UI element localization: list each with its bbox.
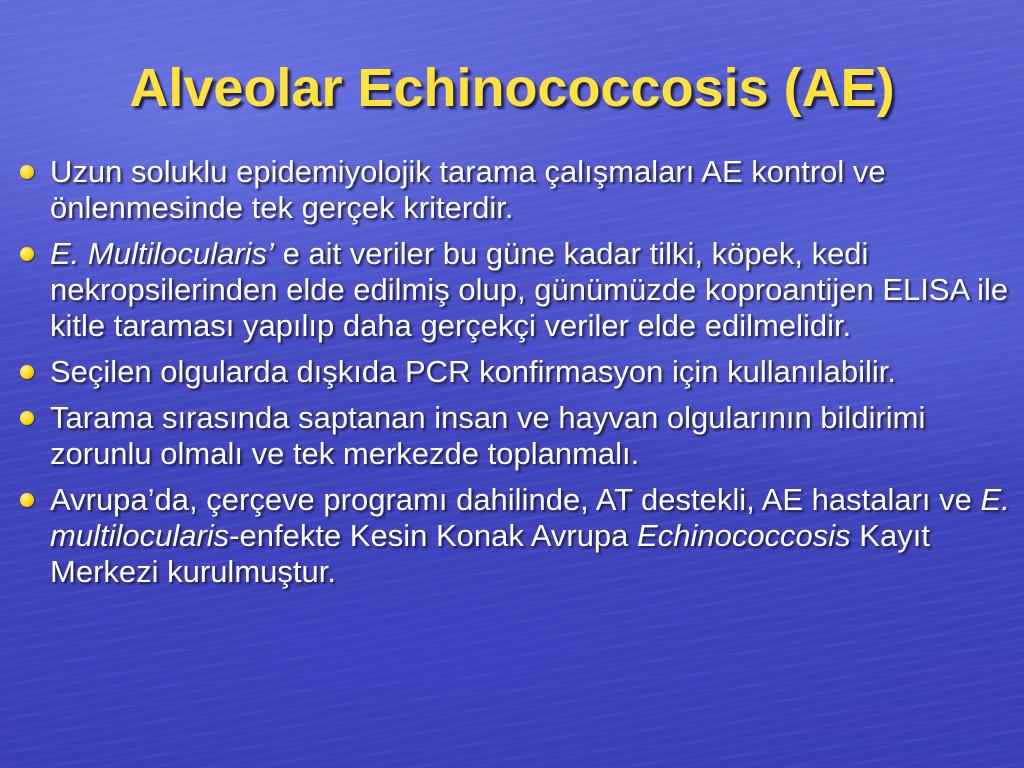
bullet-dot-icon xyxy=(20,493,34,507)
bullet-text: e ait veriler bu güne kadar tilki, köpek, kedi nekropsilerinden elde edilmiş olup, günümüzde koproantijen ELISA ile kitle taraması yapılıp daha gerçekçi veriler elde edilmelidir. xyxy=(50,236,1009,343)
bullet-italic-species: E. Multilocularis’ xyxy=(50,236,274,271)
bullet-text: Kayıt Merkezi kurulmuştur. xyxy=(50,518,930,589)
bullet-item xyxy=(14,482,1014,590)
bullet-italic-disease: Echinococcosis xyxy=(637,518,851,553)
bullet-text: Avrupa’da, çerçeve programı dahilinde, AT destekli, AE hastaları ve xyxy=(50,482,981,517)
bullet-item xyxy=(14,154,1014,226)
bullet-item xyxy=(14,400,1014,472)
bullet-text: Tarama sırasında saptanan insan ve hayvan olgularının bildirimi zorunlu olmalı ve tek merkezde toplanmalı. xyxy=(50,400,926,471)
slide-title: Alveolar Echinococcosis (AE) xyxy=(129,58,895,118)
bullet-item xyxy=(14,236,1014,344)
bullet-dot-icon xyxy=(20,411,34,425)
bullet-text: Seçilen olgularda dışkıda PCR konfirmasyon için kullanılabilir. xyxy=(50,354,897,389)
bullet-dot-icon xyxy=(20,247,34,261)
bullet-text: -enfekte Kesin Konak Avrupa xyxy=(229,518,638,553)
bullet-dot-icon xyxy=(20,365,34,379)
bullet-item xyxy=(14,354,1014,390)
bullet-text: Uzun soluklu epidemiyolojik tarama çalışmaları AE kontrol ve önlenmesinde tek gerçek kriterdir. xyxy=(50,154,886,225)
bullet-italic-species: E. multilocularis xyxy=(50,482,1010,553)
bullet-list xyxy=(14,154,1014,600)
bullet-dot-icon xyxy=(20,165,34,179)
